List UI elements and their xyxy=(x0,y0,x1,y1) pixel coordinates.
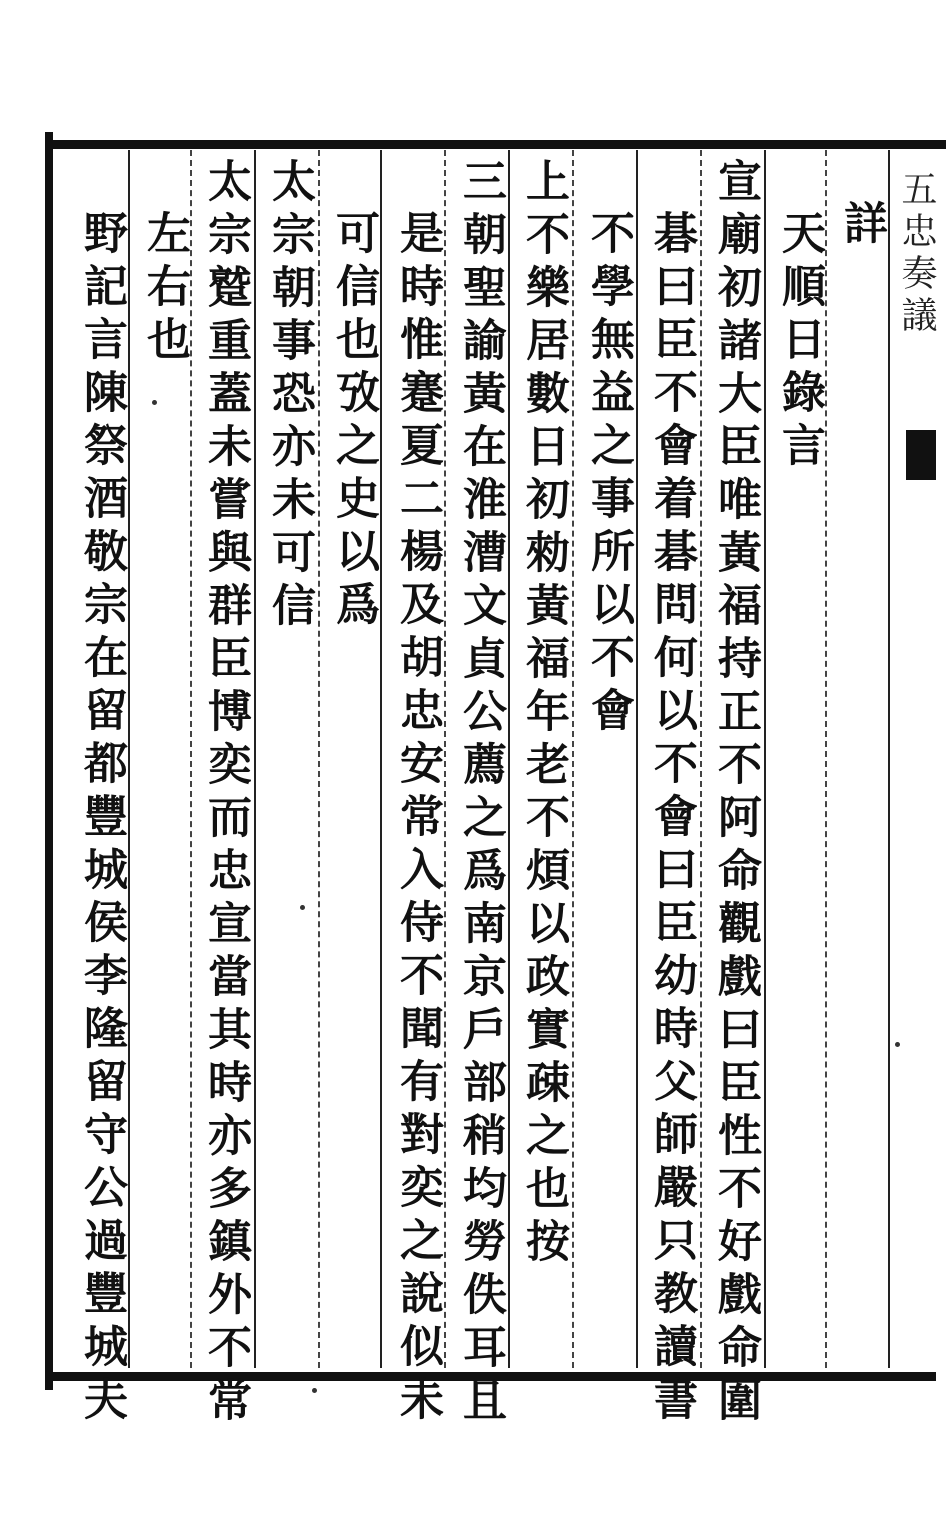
frame-left-border xyxy=(45,132,53,1390)
column-rule xyxy=(444,150,446,1368)
column-rule xyxy=(636,150,638,1368)
text-column: 詳 xyxy=(836,200,887,253)
column-rule xyxy=(888,150,890,1368)
ink-speck xyxy=(152,400,157,405)
column-rule xyxy=(825,150,827,1368)
text-column: 三朝聖諭黃在淮漕文貞公薦之爲南京戶部稍均勞佚耳且 xyxy=(455,158,506,1430)
text-column: 可信也攷之史以爲 xyxy=(328,210,379,634)
text-column: 太宗朝事恐亦未可信 xyxy=(264,158,315,635)
text-column: 碁曰臣不會着碁問何以不會曰臣幼時父師嚴只教讀書 xyxy=(646,210,697,1429)
text-column: 左右也 xyxy=(139,210,190,369)
text-column: 天順日錄言 xyxy=(774,210,825,475)
column-rule xyxy=(254,150,256,1368)
ink-speck xyxy=(300,905,305,910)
column-rule xyxy=(572,150,574,1368)
column-rule xyxy=(190,150,192,1368)
text-column: 太宗蹵重蓋未嘗與群臣博奕而忠宣當其時亦多鎮外不常 xyxy=(200,158,251,1430)
text-column: 是時惟蹇夏二楊及胡忠安常入侍不聞有對奕之說似未 xyxy=(392,210,443,1429)
column-rule xyxy=(764,150,766,1368)
frame-top-border xyxy=(46,140,946,149)
column-rule xyxy=(508,150,510,1368)
text-column: 宣廟初諸大臣唯黃福持正不阿命觀戲曰臣性不好戲命圍 xyxy=(710,158,761,1430)
column-rule xyxy=(380,150,382,1368)
column-rule xyxy=(128,150,130,1368)
column-rule xyxy=(700,150,702,1368)
text-column: 上不樂居數日初勑黃福年老不煩以政實疎之也按 xyxy=(518,158,569,1271)
margin-title: 五忠奏議 xyxy=(896,170,937,338)
column-rule xyxy=(318,150,320,1368)
ink-speck xyxy=(895,1042,900,1047)
text-column: 野記言陳祭酒敬宗在留都豐城侯李隆留守公過豐城夫 xyxy=(76,210,127,1429)
text-column: 不學無益之事所以不會 xyxy=(583,210,634,740)
ink-speck xyxy=(312,1388,317,1393)
fishtail-mark xyxy=(906,430,936,480)
